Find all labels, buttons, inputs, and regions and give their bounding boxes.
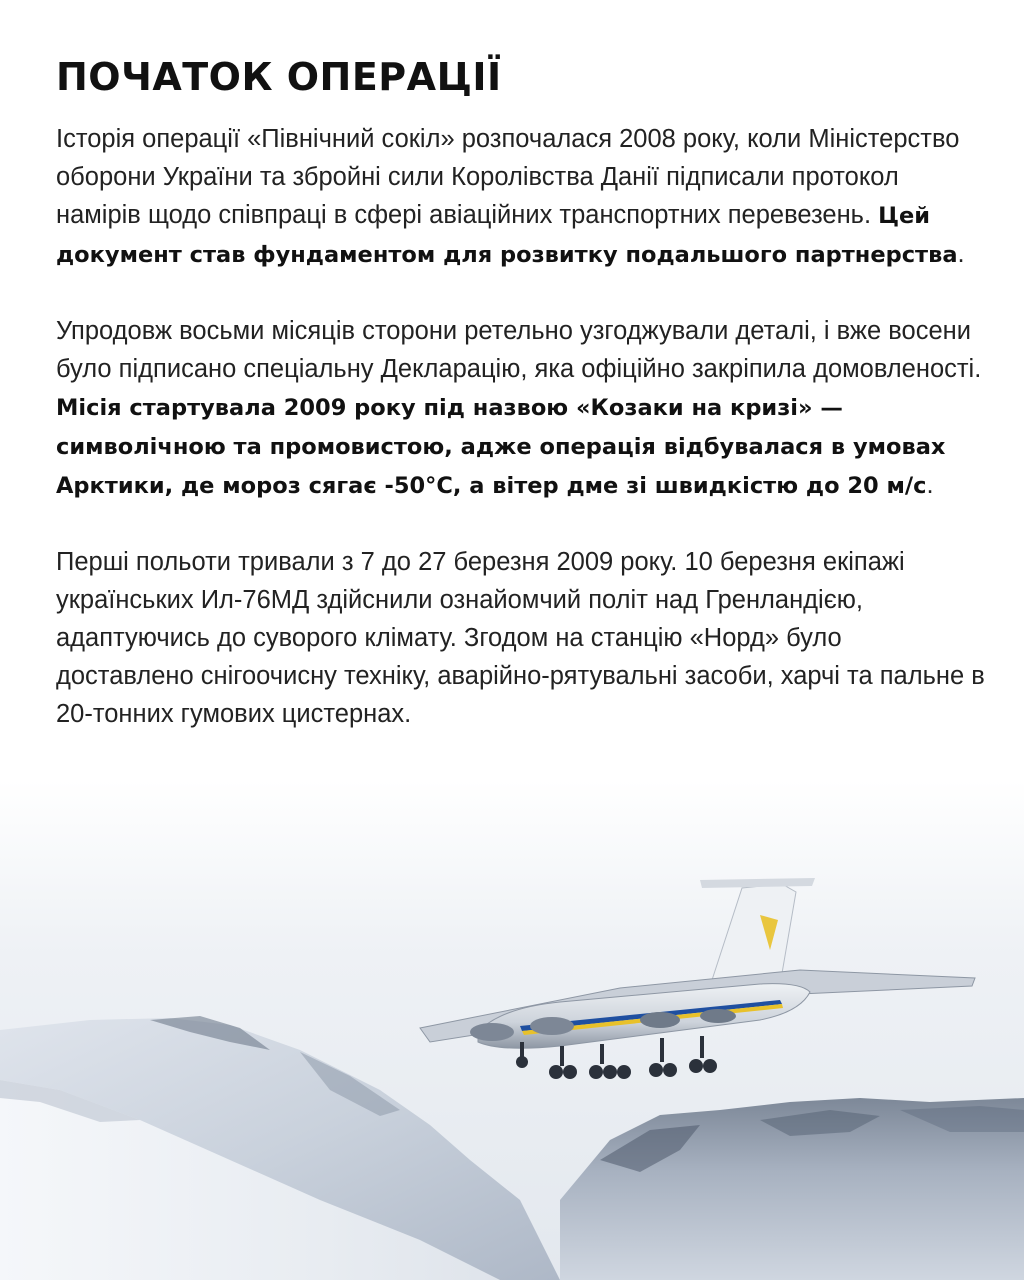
paragraph-1-end: . bbox=[957, 240, 965, 268]
article bbox=[56, 50, 986, 771]
paragraph-2 bbox=[56, 312, 986, 505]
paragraph-2-end: . bbox=[926, 471, 934, 499]
engine-1 bbox=[470, 1023, 514, 1041]
paragraph-2-text: Упродовж восьми місяців сторони ретельно узгоджували деталі, і вже восени було підписано спеціальну Декларацію, яка офіційно закріпила домовленості. bbox=[56, 317, 982, 383]
paragraph-1 bbox=[56, 120, 986, 274]
paragraph-1-text: Історія операції «Північний сокіл» розпочалася 2008 року, коли Міністерство оборони України та збройні сили Королівства Данії підписали протокол намірів щодо співпраці в сфері авіаційних транспортних перевезень. bbox=[56, 125, 960, 229]
engine-4 bbox=[700, 1009, 736, 1023]
paragraph-3 bbox=[56, 543, 986, 733]
engine-2 bbox=[530, 1017, 574, 1035]
photo-illustration bbox=[0, 780, 1024, 1280]
paragraph-2-highlight: Місія стартувала 2009 року під назвою «Козаки на кризі» — символічною та промовистою, адже операція відбувалася в умовах Арктики, де мороз сягає -50°C, а вітер дме зі швидкістю до 20 м/с bbox=[56, 395, 946, 499]
engine-3 bbox=[640, 1012, 680, 1028]
arctic-aircraft-photo bbox=[0, 780, 1024, 1280]
paragraph-3-text: Перші польоти тривали з 7 до 27 березня 2009 року. 10 березня екіпажі українських Ил-76МД здійснили ознайомчий політ над Гренландією, адаптуючись до суворого клімату. Згодом на станцію «Норд» було доставлено снігоочисну техніку, аварійно-рятувальні засоби, харчі та пальне в 20-тонних гумових цистернах. bbox=[56, 548, 985, 728]
page-title: ПОЧАТОК ОПЕРАЦІЇ bbox=[56, 55, 502, 99]
paragraph-1-highlight: Цей документ став фундаментом для розвитку подальшого партнерства bbox=[56, 203, 958, 268]
